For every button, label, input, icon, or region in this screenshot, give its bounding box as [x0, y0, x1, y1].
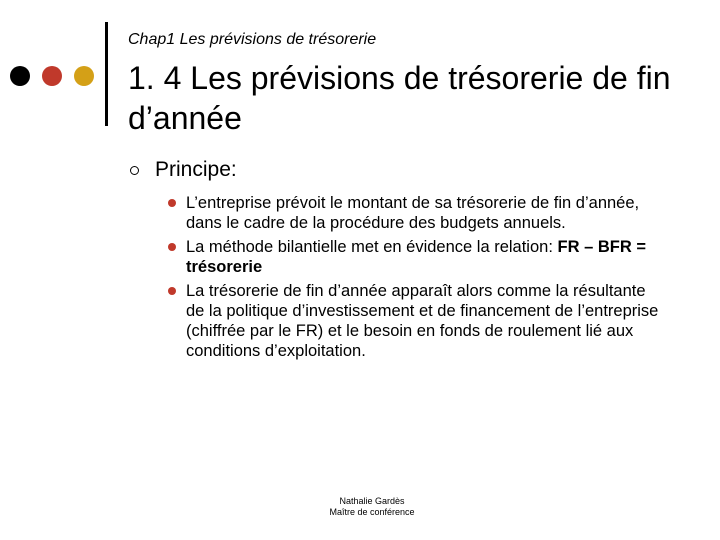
title-divider: [105, 22, 108, 126]
ring-bullet-icon: [130, 166, 139, 175]
bullet-dot-icon: [168, 243, 176, 251]
decorative-dots: [10, 66, 106, 86]
bullet-text: L’entreprise prévoit le montant de sa trésorerie de fin d’année, dans le cadre de la procédure des budgets annuels.: [186, 194, 640, 232]
bullet-dot-icon: [168, 287, 176, 295]
bullet-item: [166, 281, 666, 361]
footer: [0, 496, 720, 518]
principle-heading-text: Principe:: [155, 158, 237, 181]
red-dot-icon: [42, 66, 62, 86]
principle-heading: [130, 158, 237, 182]
slide-title: 1. 4 Les prévisions de trésorerie de fin d’année: [128, 60, 671, 136]
gold-dot-icon: [74, 66, 94, 86]
bullet-formula: FR – BFR = trésorerie: [186, 238, 646, 276]
bullet-text: La trésorerie de fin d’année apparaît alors comme la résultante de la politique d’investissement et de financement de l’entreprise (chiffrée par le FR) et le besoin en fonds de roulement lié aux conditions d’exploitation.: [186, 282, 659, 360]
bullet-item: [166, 237, 666, 277]
bullet-dot-icon: [168, 199, 176, 207]
footer-role: Maître de conférence: [329, 507, 415, 517]
bullet-text: La méthode bilantielle met en évidence la relation:: [186, 238, 558, 256]
bullet-item: [166, 193, 666, 233]
chapter-title: Chap1 Les prévisions de trésorerie: [128, 31, 377, 48]
black-dot-icon: [10, 66, 30, 86]
footer-author: Nathalie Gardès: [339, 496, 405, 506]
bullet-list: [166, 193, 666, 365]
